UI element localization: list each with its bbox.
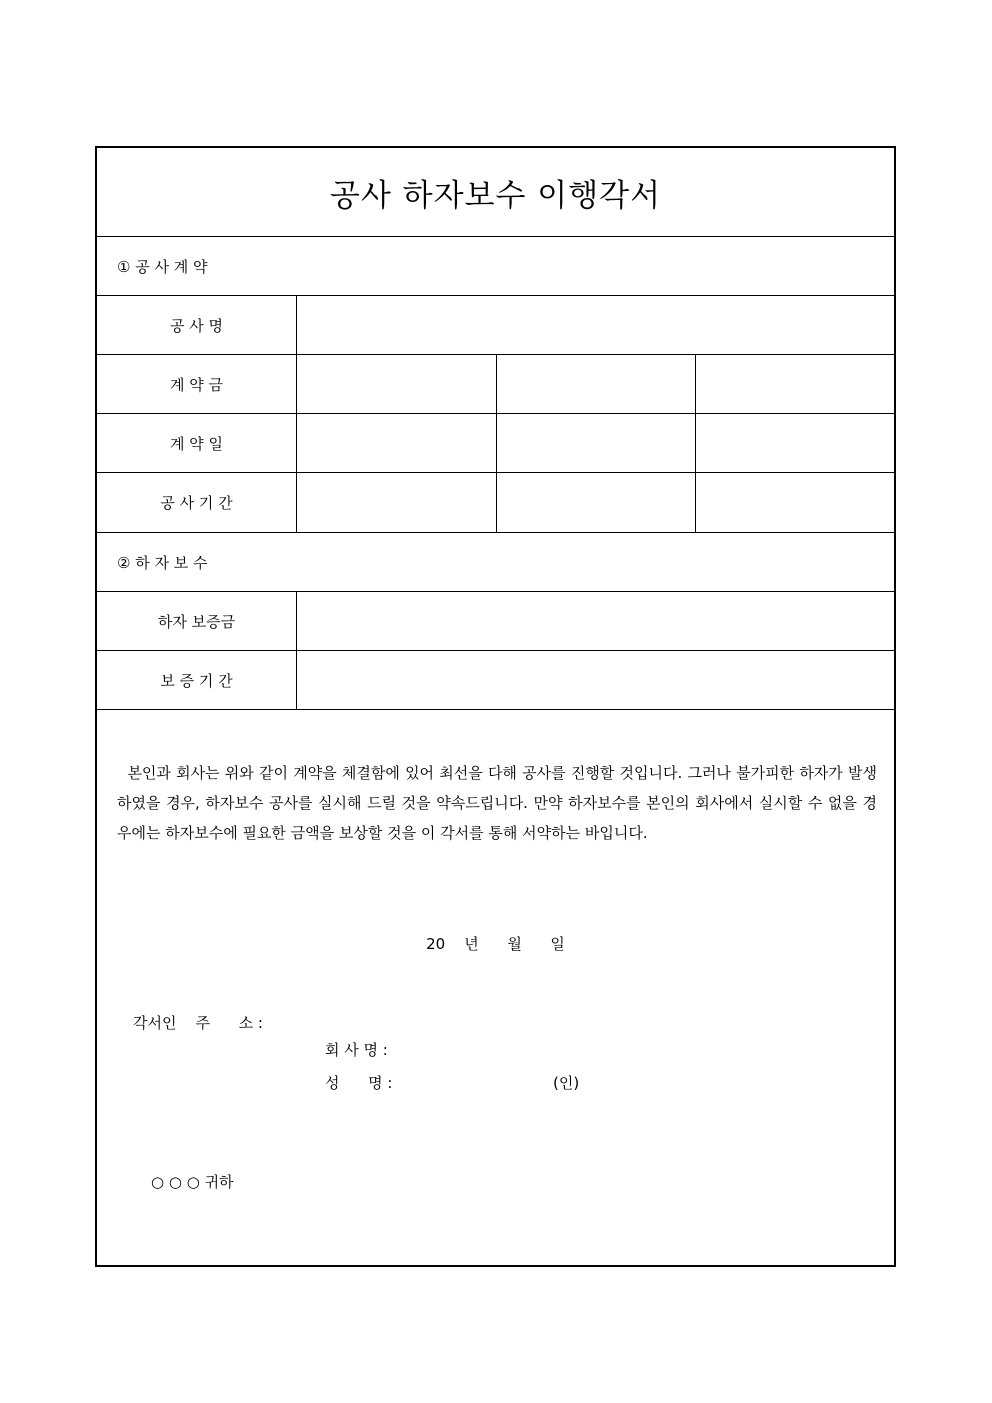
seal-label: (인) xyxy=(553,1074,580,1092)
field-contract-amount-3[interactable] xyxy=(696,355,894,413)
field-contract-date-2[interactable] xyxy=(497,414,696,472)
section-1-header xyxy=(97,237,894,296)
field-warranty-period[interactable] xyxy=(297,651,894,709)
field-contract-date-3[interactable] xyxy=(696,414,894,472)
row-warranty-period xyxy=(97,651,894,710)
field-contract-amount-1[interactable] xyxy=(297,355,497,413)
signer-address-label: 각서인 주 소 : xyxy=(133,1014,263,1032)
field-construction-period-3[interactable] xyxy=(696,473,894,532)
label-contract-date: 계 약 일 xyxy=(97,414,297,472)
pledge-statement: 본인과 회사는 위와 같이 계약을 체결함에 있어 최선을 다해 공사를 진행할 것입니다. 그러나 불가피한 하자가 발생하였을 경우, 하자보수 공사를 실시해 드릴 것을 약속드립니다. 만약 하자보수를 본인의 회사에서 실시할 수 없을 경우에는 하자보수에 필요한 금액을 보상할 것을 이 각서를 통해 서약하는 바입니다. xyxy=(117,764,877,842)
signer-name-label: 성 명 : xyxy=(325,1074,393,1092)
signer-company-label: 회 사 명 : xyxy=(325,1041,388,1059)
field-defect-deposit[interactable] xyxy=(297,592,894,650)
row-contract-amount xyxy=(97,355,894,414)
row-construction-name xyxy=(97,296,894,355)
section-2-heading: ② 하 자 보 수 xyxy=(117,553,208,572)
document-title: 공사 하자보수 이행각서 xyxy=(329,177,662,214)
date-line[interactable]: 20 년 월 일 xyxy=(426,935,565,953)
label-warranty-period: 보 증 기 간 xyxy=(97,651,297,709)
section-2-header xyxy=(97,533,894,592)
title-row xyxy=(97,148,894,237)
pledge-form xyxy=(95,146,896,1267)
field-contract-amount-2[interactable] xyxy=(497,355,696,413)
label-contract-amount: 계 약 금 xyxy=(97,355,297,413)
label-construction-period: 공 사 기 간 xyxy=(97,473,297,532)
label-defect-deposit: 하자 보증금 xyxy=(97,592,297,650)
section-1-heading: ① 공 사 계 약 xyxy=(117,257,208,276)
row-construction-period xyxy=(97,473,894,533)
field-construction-period-1[interactable] xyxy=(297,473,497,532)
recipient-line: ○ ○ ○ 귀하 xyxy=(151,1173,234,1191)
row-contract-date xyxy=(97,414,894,473)
field-construction-name[interactable] xyxy=(297,296,894,354)
label-construction-name: 공 사 명 xyxy=(97,296,297,354)
field-construction-period-2[interactable] xyxy=(497,473,696,532)
row-defect-deposit xyxy=(97,592,894,651)
field-contract-date-1[interactable] xyxy=(297,414,497,472)
